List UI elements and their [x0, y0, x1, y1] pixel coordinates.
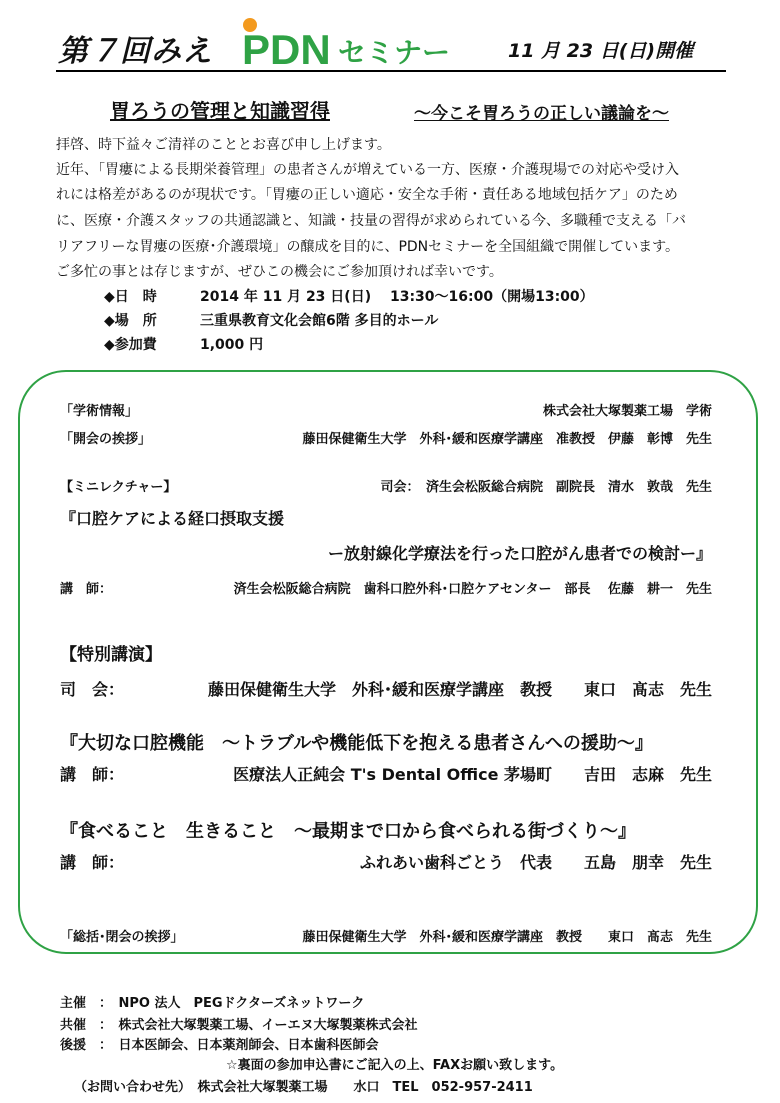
event-date: 11 月 23 日(日)開催 [508, 40, 694, 62]
talk1-lecturer: 医療法人正純会 T's Dental Office 茅場町 吉田 志麻 先生 [233, 765, 712, 784]
detail-value-datetime: 2014 年 11 月 23 日(日) 13:30～16:00（開場13:00） [200, 289, 594, 305]
seminar-theme: 胃ろうの管理と知識習得 [110, 99, 330, 123]
talk2-lecturer: ふれあい歯科ごとう 代表 五島 朋幸 先生 [359, 853, 712, 872]
talk2-lecturer-label: 講 師： [60, 853, 125, 872]
logo-pdn-text: PDN [242, 26, 331, 72]
special-chair-label: 司 会： [60, 680, 125, 699]
intro-line: 近年、「胃瘻による長期栄養管理」の患者さんが増えている一方、医療・介護現場での対応や受け入 [56, 162, 679, 178]
mini-lecture-title-sub: ー放射線化学療法を行った口腔がん患者での検討ー』 [327, 544, 712, 563]
intro-line: に、医療・介護スタッフの共通認識と、知識・技量の習得が求められている今、多職種で支える「バ [56, 213, 686, 229]
footer-host: 主催 ： NPO 法人 PEGドクターズネットワーク [60, 996, 365, 1011]
detail-value-venue: 三重県教育文化会館6階 多目的ホール [200, 313, 439, 329]
mini-lecture-label: 【ミニレクチャー】 [60, 480, 177, 495]
mini-lecture-chair: 司会： 済生会松阪総合病院 副院長 清水 敦哉 先生 [380, 480, 712, 495]
mini-lecturer-label: 講 師： [60, 582, 113, 597]
closing-label: 「総括･閉会の挨拶」 [60, 930, 184, 945]
academic-value: 株式会社大塚製薬工場 学術 [542, 404, 712, 419]
mini-lecture-title: 『口腔ケアによる経口摂取支援 [60, 509, 285, 528]
logo-suffix-text: セミナー [338, 36, 451, 69]
intro-line: リアフリーな胃瘻の医療･介護環境」の醸成を目的に、PDNセミナーを全国組織で開催しています。 [56, 239, 680, 255]
opening-label: 「開会の挨拶」 [60, 432, 152, 447]
detail-label-datetime: ◆日 時 [104, 289, 157, 305]
closing-value: 藤田保健衛生大学 外科･緩和医療学講座 教授 東口 髙志 先生 [302, 930, 712, 945]
seminar-theme-sub: ～今こそ胃ろうの正しい議論を～ [414, 104, 669, 124]
pdn-seminar-logo [236, 14, 496, 72]
mini-lecturer: 済生会松阪総合病院 歯科口腔外科･口腔ケアセンター 部長 佐藤 耕一 先生 [233, 582, 712, 597]
footer-note: ☆裏面の参加申込書にご記入の上、FAXお願い致します。 [226, 1058, 564, 1073]
special-lecture-label: 【特別講演】 [60, 645, 162, 665]
page-title: 第７回みえ [58, 34, 213, 69]
academic-label: 「学術情報」 [60, 404, 139, 419]
footer-support: 後援 ： 日本医師会、日本薬剤師会、日本歯科医師会 [60, 1038, 379, 1053]
detail-label-venue: ◆場 所 [104, 313, 157, 329]
talk2-title: 『食べること 生きること ～最期まで口から食べられる街づくり～』 [60, 821, 636, 842]
footer-contact: （お問い合わせ先） 株式会社大塚製薬工場 水口 TEL 052-957-2411 [74, 1080, 533, 1095]
intro-line: ご多忙の事とは存じますが、ぜひこの機会にご参加頂ければ幸いです。 [56, 264, 503, 280]
header-divider [56, 70, 726, 72]
talk1-lecturer-label: 講 師： [60, 765, 125, 784]
intro-line: れには格差があるのが現状です。「胃瘻の正しい適応・安全な手術・責任ある地域包括ケア」のため [56, 187, 678, 203]
detail-value-fee: 1,000 円 [200, 337, 264, 353]
intro-line: 拝啓、時下益々ご清祥のこととお喜び申し上げます。 [56, 137, 391, 153]
talk1-title: 『大切な口腔機能 ～トラブルや機能低下を抱える患者さんへの援助～』 [60, 733, 653, 754]
footer-cohost: 共催 ： 株式会社大塚製薬工場、イーエヌ大塚製薬株式会社 [60, 1018, 418, 1033]
special-chair: 藤田保健衛生大学 外科･緩和医療学講座 教授 東口 髙志 先生 [207, 680, 712, 699]
detail-label-fee: ◆参加費 [104, 337, 157, 353]
opening-value: 藤田保健衛生大学 外科･緩和医療学講座 准教授 伊藤 彰博 先生 [302, 432, 712, 447]
